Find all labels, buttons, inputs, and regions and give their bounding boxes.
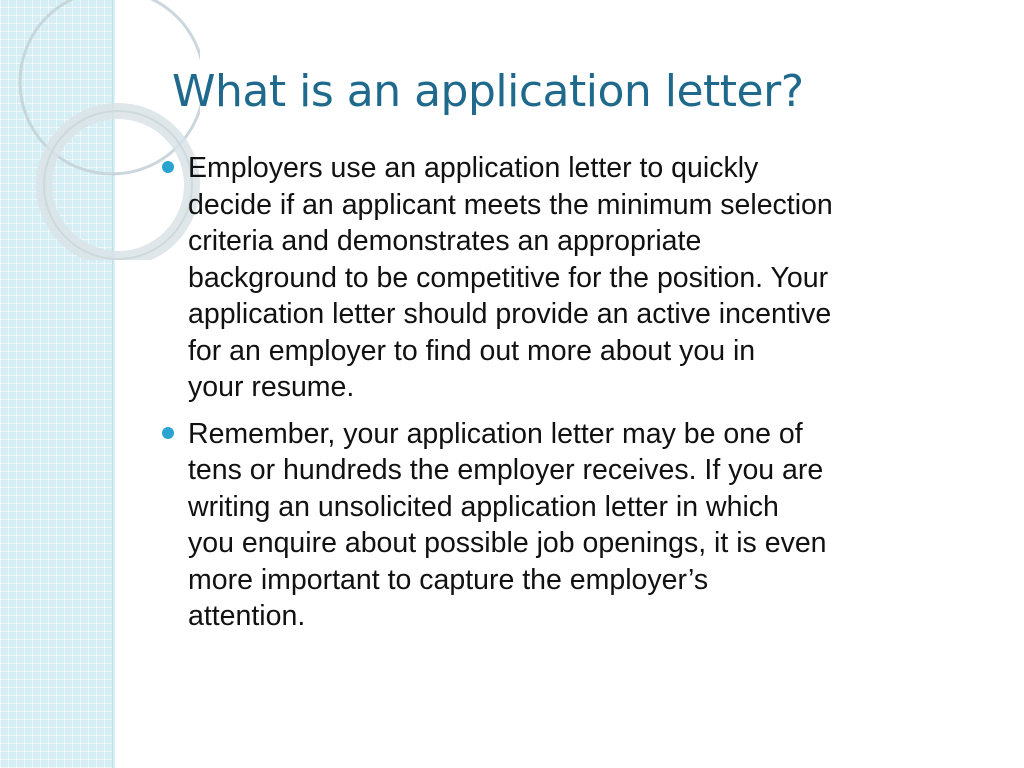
bullet-text: Remember, your application letter may be one of tens or hundreds the employer receives. If you are writing an unsolicited application letter in which you enquire about possible job openings, it is even more important to capture the employer’s attention. (188, 417, 827, 632)
bullet-dot-icon (162, 161, 174, 173)
bullet-item (160, 150, 1000, 406)
bullet-list (160, 150, 1000, 645)
bullet-item (160, 416, 1000, 635)
bullet-dot-icon (162, 427, 174, 439)
slide-title: What is an application letter? (172, 66, 804, 117)
bullet-text: Employers use an application letter to quickly decide if an applicant meets the minimum selection criteria and demonstrates an appropriate background to be competitive for the position. Your application letter should provide an active incentive for an employer to find out more about you in your resume. (188, 152, 833, 403)
